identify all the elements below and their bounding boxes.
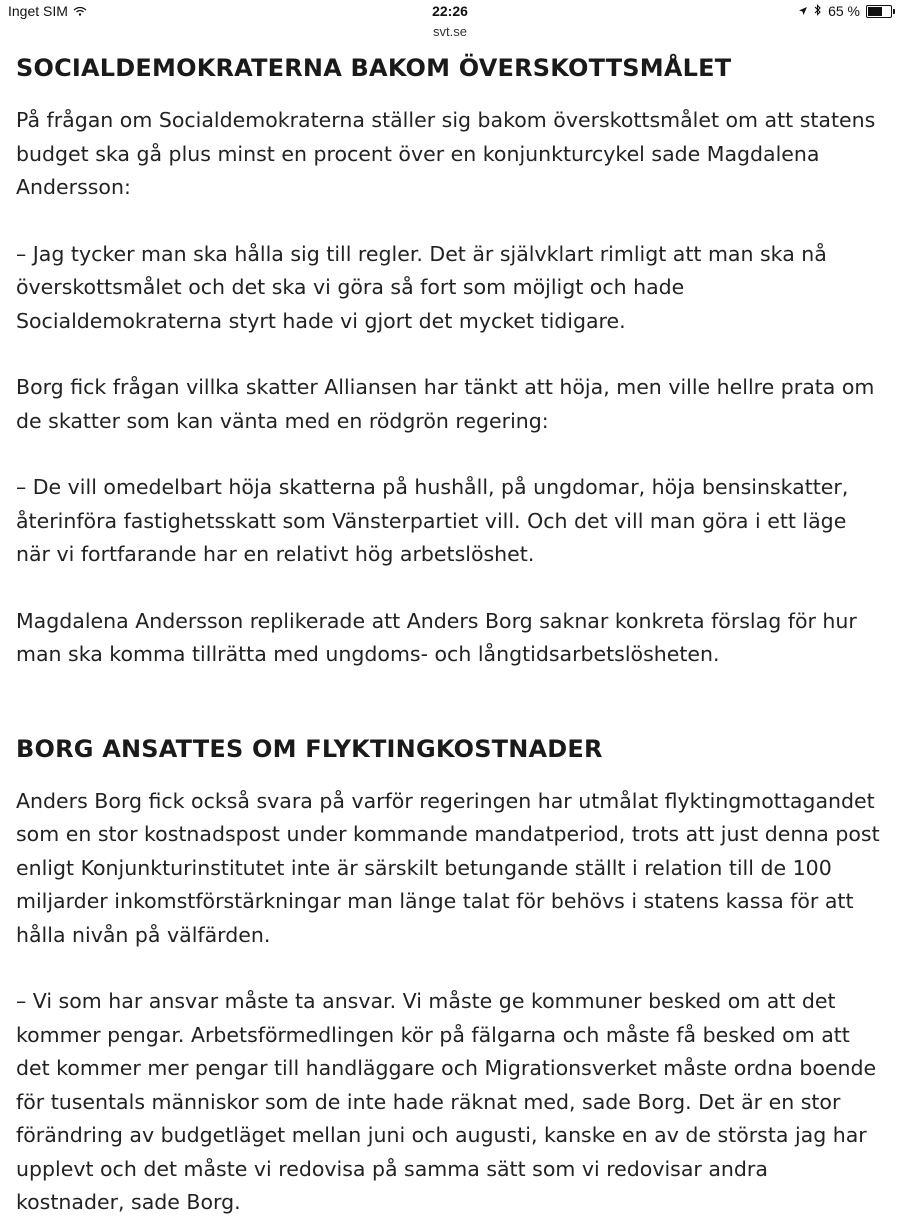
bluetooth-icon [814,3,822,19]
address-bar[interactable]: svt.se [433,24,467,39]
paragraph: På frågan om Socialdemokraterna ställer sig bakom överskottsmålet om att statens budget ska gå plus minst en procent över en konjunkturcykel sade Magdalena Andersson: [16,108,876,199]
clock: 22:26 [432,3,468,19]
status-bar [0,0,900,22]
article-body [16,44,882,1220]
paragraph: Magdalena Andersson replikerade att Anders Borg saknar konkreta förslag för hur man ska komma tillrätta med ungdoms- och långtidsarbetslösheten. [16,608,857,666]
quote-paragraph: – Vi som har ansvar måste ta ansvar. Vi måste ge kommuner besked om att det kommer pengar. Arbetsförmedlingen kör på fälgarna och måste få besked om att det kommer mer pengar till handläggare och Migrationsverket måste ordna boende för tusentals människor som de inte hade räknat med, sade Borg. Det är en stor förändring av budgetläget mellan juni och augusti, kanske en av de största jag har upplevt och det måste vi redovisa på samma sätt som vi redovisar andra kostnader, sade Borg. [16,989,877,1214]
quote-paragraph: – De vill omedelbart höja skatterna på hushåll, på ungdomar, höja bensinskatter, återinföra fastighetsskatt som Vänsterpartiet vill. Och det vill man göra i ett läge när vi fortfarande har en relativt hög arbetslöshet. [16,475,849,566]
quote-paragraph: – Jag tycker man ska hålla sig till regler. Det är självklart rimligt att man ska nå överskottsmålet och det ska vi göra så fort som möjligt och hade Socialdemokraterna styrt hade vi gjort det mycket tidigare. [16,241,827,333]
carrier-label: Inget SIM [8,3,68,19]
paragraph: Anders Borg fick också svara på varför regeringen har utmålat flyktingmottagandet som en stor kostnadspost under kommande mandatperiod, trots att just denna post enligt Konjunkturinstitutet inte är särskilt betungande ställt i relation till de 100 miljarder inkomstförstärkningar man länge talat för behövs i statens kassa för att hålla nivån på välfärden. [16,788,880,947]
location-arrow-icon [798,3,808,19]
battery-icon [866,5,892,18]
section-heading-refugee-costs: BORG ANSATTES OM FLYKTINGKOSTNADER [16,734,603,763]
section-heading-surplus: SOCIALDEMOKRATERNA BAKOM ÖVERSKOTTSMÅLET [16,54,732,82]
battery-level [868,7,882,16]
battery-percentage: 65 % [828,3,860,19]
paragraph: Borg fick frågan villka skatter Alliansen har tänkt att höja, men ville hellre prata om de skatter som kan vänta med en rödgrön regering: [16,375,875,433]
